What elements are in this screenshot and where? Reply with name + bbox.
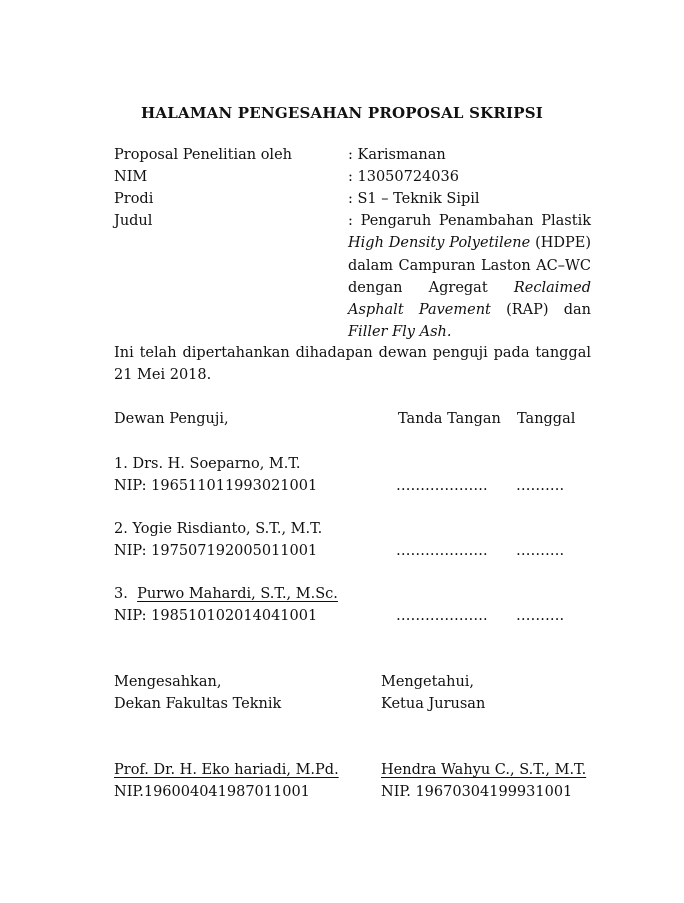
examiner-3-name-line [114,583,338,605]
judul-colon: : [348,213,353,229]
examiner-2-signature-blank: ………………. [396,543,488,559]
approval-left-heading: Mengesahkan, [114,674,222,690]
judul-part-6: Filler Fly Ash. [348,324,452,341]
approval-right-name: Hendra Wahyu C., S.T., M.T. [381,762,587,778]
examiner-2-name: 2. Yogie Risdianto, S.T., M.T. [114,521,323,537]
examiner-3-name: Purwo Mahardi, S.T., M.Sc. [137,586,338,602]
judul-part-2: High Density Polyetilene [348,235,531,252]
approval-right-heading: Mengetahui, [381,674,475,690]
examiner-3-nip: NIP: 198510102014041001 [114,608,318,624]
date-header: Tanggal [517,411,576,427]
value-proposer: : Karismanan [348,147,446,163]
approval-left-name: Prof. Dr. H. Eko hariadi, M.Pd. [114,762,339,778]
judul-part-3: (HDPE) dalam Campuran Laston AC–WC dengan Agregat [348,235,591,296]
examiner-3-date-blank: ………. [516,608,565,624]
judul-part-5: (RAP) dan [506,302,591,319]
examiner-3-number: 3. [114,586,138,602]
defense-statement: Ini telah dipertahankan dihadapan dewan penguji pada tanggal 21 Mei 2018. [114,345,591,384]
label-proposer: Proposal Penelitian oleh [114,147,292,163]
approval-right-role: Ketua Jurusan [381,696,486,712]
examiner-2-date-blank: ………. [516,543,565,559]
value-judul [348,210,591,344]
examiner-1-date-blank: ………. [516,478,565,494]
examiner-1-signature-blank: ………………. [396,478,488,494]
approval-left-nip: NIP.196004041987011001 [114,784,310,800]
label-nim: NIM [114,169,148,185]
judul-part-4: Reclaimed Asphalt Pavement [348,279,591,319]
signature-header: Tanda Tangan [398,411,501,427]
examiner-2-nip: NIP: 197507192005011001 [114,543,318,559]
judul-part-1: Pengaruh Penambahan Plastik [360,213,591,229]
approval-right-nip: NIP. 19670304199931001 [381,784,573,800]
label-prodi: Prodi [114,191,154,207]
value-prodi: : S1 – Teknik Sipil [348,191,480,207]
examiners-header: Dewan Penguji, [114,411,229,427]
label-judul: Judul [114,213,153,229]
value-nim: : 13050724036 [348,169,459,185]
examiner-1-nip: NIP: 196511011993021001 [114,478,318,494]
examiner-1-name: 1. Drs. H. Soeparno, M.T. [114,456,301,472]
examiner-3-signature-blank: ………………. [396,608,488,624]
approval-left-role: Dekan Fakultas Teknik [114,696,282,712]
page-title: HALAMAN PENGESAHAN PROPOSAL SKRIPSI [141,104,543,122]
